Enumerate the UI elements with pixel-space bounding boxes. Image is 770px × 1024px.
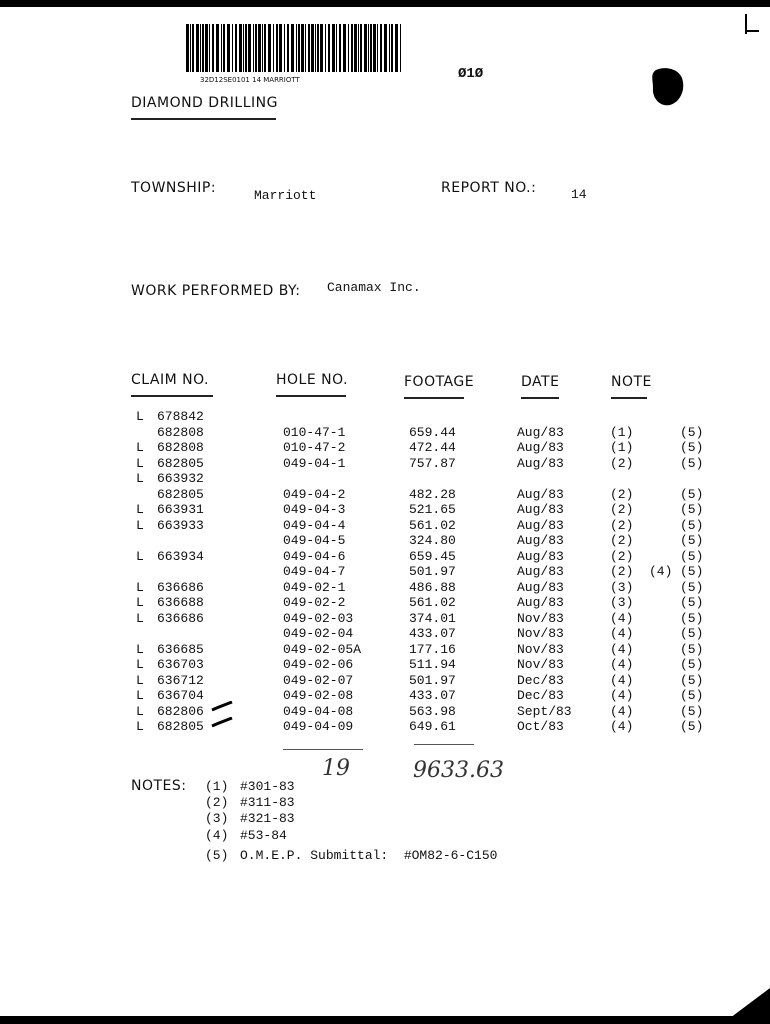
- footage-value: 177.16: [409, 641, 456, 657]
- claim-prefix: L: [136, 409, 144, 424]
- note-ref: (2): [610, 533, 634, 548]
- footage-value: 501.97: [409, 672, 456, 688]
- hole-number: 049-02-05A: [283, 641, 362, 657]
- hole-number: 049-04-08: [283, 703, 354, 719]
- barcode-bar: [273, 24, 274, 72]
- barcode-bar: [301, 24, 304, 72]
- barcode-bar: [370, 24, 372, 72]
- hole-number: 049-02-07: [283, 672, 354, 688]
- hole-number: 049-04-7: [283, 564, 346, 579]
- date-value: Nov/83: [517, 610, 564, 626]
- note-ref-extra: (5): [680, 595, 704, 610]
- claim-number: 682805: [157, 719, 204, 734]
- footage-value: 563.98: [409, 703, 456, 719]
- date-value: Aug/83: [517, 486, 564, 502]
- column-header-hole: HOLE NO.: [276, 372, 349, 388]
- barcode-bar: [245, 24, 247, 72]
- barcode-bar: [279, 24, 282, 72]
- barcode-bar: [287, 24, 289, 72]
- footage-value: 472.44: [409, 440, 456, 455]
- barcode-bar: [336, 24, 337, 72]
- barcode-bar: [276, 24, 278, 72]
- claim-prefix: L: [136, 719, 144, 734]
- footage-value: 486.88: [409, 579, 456, 595]
- note-number: (3): [205, 811, 229, 827]
- column-header-footage: FOOTAGE: [404, 374, 475, 390]
- barcode-bar: [255, 24, 257, 72]
- note-ref: (3): [610, 595, 634, 610]
- barcode-bar: [200, 24, 201, 72]
- work-performed-label: WORK PERFORMED BY:: [131, 283, 301, 299]
- barcode-bar: [227, 24, 230, 72]
- footage-value: 501.97: [409, 564, 456, 579]
- footage-value: 521.65: [409, 502, 456, 517]
- claim-prefix: L: [136, 595, 144, 610]
- barcode-bar: [389, 24, 390, 72]
- scan-corner-fold: [722, 988, 770, 1024]
- note-ref: (3): [610, 579, 634, 595]
- note-ref-extra: (5): [680, 657, 704, 672]
- hole-number: 049-04-5: [283, 533, 346, 548]
- date-value: Sept/83: [517, 703, 572, 719]
- barcode-bar: [384, 24, 387, 72]
- claim-prefix: L: [136, 657, 144, 672]
- claim-prefix: L: [136, 672, 144, 688]
- footage-value: 374.01: [409, 610, 456, 626]
- footage-value: 433.07: [409, 688, 456, 703]
- barcode-bar: [339, 24, 341, 72]
- date-value: Aug/83: [517, 595, 564, 610]
- claim-number: 636686: [157, 579, 204, 595]
- barcode-bar: [196, 24, 199, 72]
- barcode-bar: [235, 24, 237, 72]
- barcode-bar: [364, 24, 367, 72]
- date-value: Nov/83: [517, 657, 564, 672]
- note-ref: (2): [610, 455, 634, 471]
- date-value: Dec/83: [517, 688, 564, 703]
- note-ref-extra: (5): [680, 517, 704, 533]
- note-ref-extra: (5): [680, 703, 704, 719]
- barcode-caption: 32D12SE0101 14 MARRIOTT: [200, 76, 300, 84]
- barcode-bar: [332, 24, 335, 72]
- barcode-bar: [317, 24, 319, 72]
- note-ref-extra: (5): [680, 626, 704, 641]
- hole-number: 049-04-6: [283, 548, 346, 564]
- note-ref: (4): [610, 641, 634, 657]
- date-value: Aug/83: [517, 455, 564, 471]
- barcode-bar: [358, 24, 359, 72]
- barcode-bar: [192, 24, 194, 72]
- note-ref: (4): [610, 719, 634, 734]
- hole-number: 049-04-09: [283, 719, 354, 734]
- footage-header-underline: [404, 397, 464, 399]
- note-ref-extra: (5): [680, 424, 704, 440]
- barcode-bar: [212, 24, 214, 72]
- ink-blot: [650, 66, 684, 106]
- date-value: Aug/83: [517, 579, 564, 595]
- note-ref: (1): [610, 424, 634, 440]
- date-value: Nov/83: [517, 641, 564, 657]
- note-text: O.M.E.P. Submittal: #OM82-6-C150: [240, 847, 498, 863]
- footage-value: 324.80: [409, 533, 456, 548]
- date-value: Aug/83: [517, 502, 564, 517]
- hole-number: 049-02-06: [283, 657, 354, 672]
- claim-number: 636686: [157, 610, 204, 626]
- barcode-bar: [400, 24, 401, 72]
- barcode-bar: [315, 24, 316, 72]
- note-ref: (2): [610, 517, 634, 533]
- note-ref: (4): [610, 703, 634, 719]
- date-value: Aug/83: [517, 517, 564, 533]
- barcode-bar: [328, 24, 330, 72]
- claim-number: 636703: [157, 657, 204, 672]
- hole-number: 049-04-3: [283, 502, 346, 517]
- claim-number: 682806: [157, 703, 204, 719]
- note-header-underline: [611, 397, 647, 399]
- note-number: (4): [205, 827, 229, 843]
- barcode-bar: [395, 24, 398, 72]
- barcode-bar: [216, 24, 219, 72]
- barcode-bar: [308, 24, 310, 72]
- title-underline: [131, 118, 276, 120]
- barcode-bar: [284, 24, 285, 72]
- barcode-bar: [248, 24, 251, 72]
- hole-number: 049-04-4: [283, 517, 346, 533]
- date-value: Aug/83: [517, 533, 564, 548]
- hole-number: 049-02-1: [283, 579, 346, 595]
- note-ref: (4): [610, 626, 634, 641]
- scan-border-top: [0, 0, 770, 7]
- footage-value: 757.87: [409, 455, 456, 471]
- check-mark: [211, 701, 233, 713]
- claim-number: 663931: [157, 502, 204, 517]
- claim-prefix: L: [136, 440, 144, 455]
- date-value: Aug/83: [517, 564, 564, 579]
- claim-prefix: L: [136, 688, 144, 703]
- scan-edge-mark: [745, 30, 759, 32]
- hole-number: 049-02-04: [283, 626, 354, 641]
- note-ref: (4): [610, 688, 634, 703]
- claim-prefix: L: [136, 548, 144, 564]
- note-ref-extra: (5): [680, 610, 704, 626]
- date-value: Dec/83: [517, 672, 564, 688]
- handwritten-count: 19: [322, 756, 350, 781]
- note-ref: (2): [610, 486, 634, 502]
- claim-number: 682808: [157, 440, 204, 455]
- barcode-bar: [296, 24, 297, 72]
- barcode: [186, 24, 404, 72]
- claim-number: 636704: [157, 688, 204, 703]
- note-ref-extra: (5): [680, 548, 704, 564]
- note-ref: (1): [610, 440, 634, 455]
- note-ref: (4): [610, 672, 634, 688]
- barcode-bar: [262, 24, 263, 72]
- footage-value: 561.02: [409, 517, 456, 533]
- date-value: Oct/83: [517, 719, 564, 734]
- work-performed-value: Canamax Inc.: [327, 280, 421, 295]
- handwritten-total-footage: 9633.63: [413, 758, 504, 783]
- note-ref: (2): [610, 548, 634, 564]
- report-value: 14: [571, 187, 587, 202]
- document-number: Ø1Ø: [458, 66, 484, 82]
- claim-prefix: L: [136, 502, 144, 517]
- footage-value: 511.94: [409, 657, 456, 672]
- claim-prefix: L: [136, 517, 144, 533]
- note-ref: (4): [610, 610, 634, 626]
- footage-value: 659.44: [409, 424, 456, 440]
- note-ref-extra: (5): [680, 719, 704, 734]
- barcode-bar: [253, 24, 254, 72]
- barcode-bar: [354, 24, 357, 72]
- note-ref-extra: (5): [680, 688, 704, 703]
- date-value: Aug/83: [517, 424, 564, 440]
- barcode-bar: [311, 24, 314, 72]
- note-ref-extra: (5): [680, 533, 704, 548]
- notes-label: NOTES:: [131, 778, 187, 794]
- claim-prefix: L: [136, 471, 144, 486]
- footage-value: 482.28: [409, 486, 456, 502]
- hole-header-underline: [276, 395, 346, 397]
- note-number: (1): [205, 779, 229, 794]
- note-ref-extra: (5): [680, 579, 704, 595]
- total-line: [414, 744, 474, 745]
- barcode-bar: [373, 24, 376, 72]
- note-text: #301-83: [240, 779, 295, 794]
- claim-prefix: L: [136, 703, 144, 719]
- barcode-bar: [202, 24, 204, 72]
- note-ref-extra: (5): [680, 564, 704, 579]
- note-number: (2): [205, 795, 229, 811]
- barcode-bar: [291, 24, 294, 72]
- barcode-bar: [351, 24, 353, 72]
- claim-prefix: L: [136, 455, 144, 471]
- column-header-date: DATE: [521, 374, 560, 390]
- barcode-bar: [268, 24, 271, 72]
- barcode-bar: [239, 24, 242, 72]
- footage-value: 649.61: [409, 719, 456, 734]
- date-value: Aug/83: [517, 548, 564, 564]
- barcode-bar: [377, 24, 378, 72]
- date-value: Nov/83: [517, 626, 564, 641]
- hole-number: 049-02-08: [283, 688, 354, 703]
- claim-prefix: L: [136, 610, 144, 626]
- barcode-bar: [186, 24, 189, 72]
- note-ref-extra: (5): [680, 672, 704, 688]
- hole-number: 049-04-1: [283, 455, 346, 471]
- note-ref-extra: (5): [680, 440, 704, 455]
- footage-value: 433.07: [409, 626, 456, 641]
- barcode-bar: [343, 24, 346, 72]
- hole-number: 049-02-2: [283, 595, 346, 610]
- note-ref: (4): [610, 657, 634, 672]
- barcode-bar: [190, 24, 191, 72]
- claim-number: 636688: [157, 595, 204, 610]
- barcode-bar: [298, 24, 300, 72]
- date-header-underline: [521, 397, 559, 399]
- column-header-claim: CLAIM NO.: [131, 372, 210, 388]
- note-ref-extra: (5): [680, 641, 704, 657]
- barcode-bar: [209, 24, 210, 72]
- barcode-bar: [205, 24, 208, 72]
- barcode-bar: [325, 24, 326, 72]
- claim-number: 636712: [157, 672, 204, 688]
- claim-prefix: L: [136, 641, 144, 657]
- note-text: #311-83: [240, 795, 295, 811]
- footage-value: 659.45: [409, 548, 456, 564]
- barcode-bar: [368, 24, 369, 72]
- note-text: #53-84: [240, 827, 287, 843]
- township-value: Marriott: [254, 188, 317, 203]
- barcode-bar: [221, 24, 222, 72]
- hole-number: 049-04-2: [283, 486, 346, 502]
- barcode-bar: [258, 24, 261, 72]
- note-ref-extra: (5): [680, 455, 704, 471]
- note-ref-extra: (5): [680, 486, 704, 502]
- barcode-bar: [264, 24, 266, 72]
- note-number: (5): [205, 847, 229, 863]
- note-ref: (2) (4): [610, 564, 673, 579]
- barcode-bar: [391, 24, 393, 72]
- note-text: #321-83: [240, 811, 295, 827]
- claim-number: 663934: [157, 548, 204, 564]
- barcode-bar: [380, 24, 382, 72]
- column-header-note: NOTE: [611, 374, 652, 390]
- check-mark: [211, 717, 233, 729]
- total-line: [283, 749, 363, 750]
- report-label: REPORT NO.:: [441, 180, 537, 196]
- claim-number: 663932: [157, 471, 204, 486]
- claim-number: 682805: [157, 486, 204, 502]
- hole-number: 010-47-2: [283, 440, 346, 455]
- barcode-bar: [360, 24, 362, 72]
- barcode-bar: [232, 24, 233, 72]
- claim-number: 682805: [157, 455, 204, 471]
- township-label: TOWNSHIP:: [131, 180, 217, 196]
- claim-number: 663933: [157, 517, 204, 533]
- barcode-bar: [348, 24, 349, 72]
- claim-prefix: L: [136, 579, 144, 595]
- barcode-bar: [305, 24, 306, 72]
- footage-value: 561.02: [409, 595, 456, 610]
- claim-number: 682808: [157, 424, 204, 440]
- note-ref: (2): [610, 502, 634, 517]
- hole-number: 049-02-03: [283, 610, 354, 626]
- claim-number: 636685: [157, 641, 204, 657]
- note-ref-extra: (5): [680, 502, 704, 517]
- barcode-bar: [320, 24, 323, 72]
- barcode-bar: [243, 24, 244, 72]
- section-title: DIAMOND DRILLING: [131, 95, 278, 111]
- date-value: Aug/83: [517, 440, 564, 455]
- claim-number: 678842: [157, 409, 204, 424]
- claim-header-underline: [131, 395, 213, 397]
- hole-number: 010-47-1: [283, 424, 346, 440]
- scan-border-bottom: [0, 1016, 770, 1024]
- barcode-bar: [223, 24, 225, 72]
